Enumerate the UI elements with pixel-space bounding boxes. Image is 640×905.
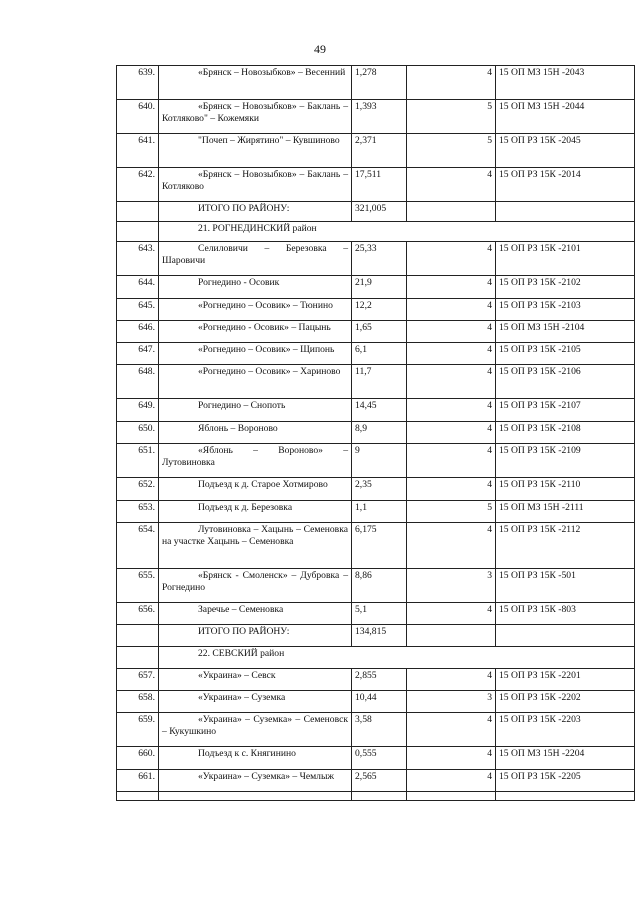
table-row: [117, 747, 635, 770]
table-row: [117, 691, 635, 713]
table-row: [117, 478, 635, 501]
road-name: Яблонь – Вороново: [159, 422, 352, 444]
road-category: 4: [407, 321, 496, 343]
empty-cell: [352, 792, 407, 801]
empty-cell: [496, 792, 635, 801]
row-number: 661.: [117, 770, 159, 792]
empty-cell: [496, 202, 635, 222]
row-number: 643.: [117, 242, 159, 276]
table-row: [117, 299, 635, 321]
road-name: Заречье – Семеновка: [159, 603, 352, 625]
total-length: 321,005: [352, 202, 407, 222]
total-label: ИТОГО ПО РАЙОНУ:: [159, 202, 352, 222]
road-code: 15 ОП МЗ 15Н -2044: [496, 100, 635, 134]
row-number: 645.: [117, 299, 159, 321]
row-number: 644.: [117, 276, 159, 299]
road-code: 15 ОП РЗ 15К -2110: [496, 478, 635, 501]
roads-table-body: [117, 66, 635, 801]
road-name: «Украина» – Суземка» – Семеновск – Кукушкино: [159, 713, 352, 747]
road-code: 15 ОП РЗ 15К -2202: [496, 691, 635, 713]
road-category: 4: [407, 168, 496, 202]
road-code: 15 ОП РЗ 15К -2107: [496, 399, 635, 422]
table-row: [117, 134, 635, 168]
spacer-row: [117, 792, 635, 801]
road-name: «Брянск – Новозыбков» – Баклань – Котляково" – Кожемяки: [159, 100, 352, 134]
road-category: 4: [407, 399, 496, 422]
road-category: 5: [407, 501, 496, 523]
table-row: [117, 399, 635, 422]
road-code: 15 ОП РЗ 15К -2101: [496, 242, 635, 276]
road-category: 5: [407, 134, 496, 168]
road-name: «Брянск – Новозыбков» – Весенний: [159, 66, 352, 100]
road-code: 15 ОП РЗ 15К -2205: [496, 770, 635, 792]
road-category: 4: [407, 299, 496, 321]
table-row: [117, 444, 635, 478]
road-length: 21,9: [352, 276, 407, 299]
road-category: 4: [407, 343, 496, 365]
table-row: [117, 422, 635, 444]
road-category: 4: [407, 478, 496, 501]
road-length: 6,1: [352, 343, 407, 365]
road-name: «Яблонь – Вороново» – Лутовиновка: [159, 444, 352, 478]
table-row: [117, 603, 635, 625]
road-name: Рогнедино – Снопоть: [159, 399, 352, 422]
road-code: 15 ОП РЗ 15К -2103: [496, 299, 635, 321]
district-header-row: [117, 647, 635, 669]
row-number: 648.: [117, 365, 159, 399]
row-number: 641.: [117, 134, 159, 168]
row-number: 651.: [117, 444, 159, 478]
road-category: 4: [407, 747, 496, 770]
row-number: 660.: [117, 747, 159, 770]
road-code: 15 ОП МЗ 15Н -2043: [496, 66, 635, 100]
table-row: [117, 669, 635, 691]
table-row: [117, 66, 635, 100]
road-length: 2,855: [352, 669, 407, 691]
road-length: 14,45: [352, 399, 407, 422]
road-name: Подъезд к д. Старое Хотмирово: [159, 478, 352, 501]
empty-cell: [159, 792, 352, 801]
road-category: 4: [407, 523, 496, 569]
district-header-row: [117, 222, 635, 242]
empty-cell: [117, 202, 159, 222]
road-length: 3,58: [352, 713, 407, 747]
road-length: 11,7: [352, 365, 407, 399]
empty-cell: [407, 792, 496, 801]
district-total-row: [117, 625, 635, 647]
road-code: 15 ОП РЗ 15К -2201: [496, 669, 635, 691]
table-row: [117, 321, 635, 343]
road-category: 3: [407, 691, 496, 713]
row-number: 646.: [117, 321, 159, 343]
road-length: 1,393: [352, 100, 407, 134]
road-length: 25,33: [352, 242, 407, 276]
row-number: 649.: [117, 399, 159, 422]
empty-cell: [496, 625, 635, 647]
road-name: Рогнедино - Осовик: [159, 276, 352, 299]
road-code: 15 ОП РЗ 15К -501: [496, 569, 635, 603]
road-name: Подъезд к с. Княгинино: [159, 747, 352, 770]
table-row: [117, 569, 635, 603]
table-row: [117, 343, 635, 365]
road-category: 4: [407, 603, 496, 625]
district-title: 22. СЕВСКИЙ район: [159, 647, 635, 669]
row-number: 642.: [117, 168, 159, 202]
road-category: 4: [407, 365, 496, 399]
table-row: [117, 523, 635, 569]
road-category: 4: [407, 444, 496, 478]
table-row: [117, 168, 635, 202]
road-name: «Рогнедино – Осовик» – Хариново: [159, 365, 352, 399]
table-row: [117, 100, 635, 134]
road-category: 4: [407, 66, 496, 100]
row-number: 655.: [117, 569, 159, 603]
row-number: 656.: [117, 603, 159, 625]
road-name: Лутовиновка – Хацынь – Семеновка на участке Хацынь – Семеновка: [159, 523, 352, 569]
road-category: 4: [407, 242, 496, 276]
table-row: [117, 501, 635, 523]
total-label: ИТОГО ПО РАЙОНУ:: [159, 625, 352, 647]
road-length: 12,2: [352, 299, 407, 321]
road-code: 15 ОП РЗ 15К -2102: [496, 276, 635, 299]
road-length: 17,511: [352, 168, 407, 202]
road-code: 15 ОП РЗ 15К -2045: [496, 134, 635, 168]
road-length: 0,555: [352, 747, 407, 770]
road-category: 4: [407, 422, 496, 444]
road-category: 4: [407, 713, 496, 747]
table-row: [117, 713, 635, 747]
road-length: 1,1: [352, 501, 407, 523]
row-number: 653.: [117, 501, 159, 523]
road-name: Подъезд к д. Березовка: [159, 501, 352, 523]
road-category: 4: [407, 770, 496, 792]
empty-cell: [407, 202, 496, 222]
row-number: 650.: [117, 422, 159, 444]
road-length: 8,86: [352, 569, 407, 603]
row-number: 640.: [117, 100, 159, 134]
row-number: 659.: [117, 713, 159, 747]
road-length: 2,35: [352, 478, 407, 501]
row-number: 657.: [117, 669, 159, 691]
road-code: 15 ОП РЗ 15К -2109: [496, 444, 635, 478]
road-name: «Украина» – Суземка: [159, 691, 352, 713]
roads-table: [116, 65, 635, 801]
road-code: 15 ОП МЗ 15Н -2204: [496, 747, 635, 770]
road-name: «Брянск - Смоленск» – Дубровка – Рогнедино: [159, 569, 352, 603]
row-number: 658.: [117, 691, 159, 713]
road-code: 15 ОП РЗ 15К -2106: [496, 365, 635, 399]
road-length: 2,371: [352, 134, 407, 168]
road-code: 15 ОП МЗ 15Н -2111: [496, 501, 635, 523]
road-name: Селиловичи – Березовка – Шаровичи: [159, 242, 352, 276]
road-length: 2,565: [352, 770, 407, 792]
road-name: «Рогнедино – Осовик» – Щипонь: [159, 343, 352, 365]
empty-cell: [117, 625, 159, 647]
road-code: 15 ОП РЗ 15К -803: [496, 603, 635, 625]
road-code: 15 ОП РЗ 15К -2014: [496, 168, 635, 202]
district-title: 21. РОГНЕДИНСКИЙ район: [159, 222, 635, 242]
empty-cell: [117, 792, 159, 801]
empty-cell: [117, 222, 159, 242]
road-length: 1,65: [352, 321, 407, 343]
road-length: 10,44: [352, 691, 407, 713]
road-length: 5,1: [352, 603, 407, 625]
empty-cell: [117, 647, 159, 669]
table-row: [117, 276, 635, 299]
road-length: 9: [352, 444, 407, 478]
road-name: «Рогнедино - Осовик» – Пацынь: [159, 321, 352, 343]
row-number: 647.: [117, 343, 159, 365]
table-row: [117, 365, 635, 399]
road-length: 1,278: [352, 66, 407, 100]
road-length: 8,9: [352, 422, 407, 444]
road-name: «Украина» – Суземка» – Чемлыж: [159, 770, 352, 792]
district-total-row: [117, 202, 635, 222]
road-length: 6,175: [352, 523, 407, 569]
table-row: [117, 770, 635, 792]
road-category: 4: [407, 276, 496, 299]
road-code: 15 ОП РЗ 15К -2112: [496, 523, 635, 569]
row-number: 639.: [117, 66, 159, 100]
total-length: 134,815: [352, 625, 407, 647]
road-name: «Брянск – Новозыбков» – Баклань – Котляково: [159, 168, 352, 202]
road-category: 4: [407, 669, 496, 691]
road-code: 15 ОП МЗ 15Н -2104: [496, 321, 635, 343]
road-category: 5: [407, 100, 496, 134]
road-code: 15 ОП РЗ 15К -2203: [496, 713, 635, 747]
road-name: «Украина» – Севск: [159, 669, 352, 691]
empty-cell: [407, 625, 496, 647]
road-name: "Почеп – Жирятино" – Кувшиново: [159, 134, 352, 168]
row-number: 652.: [117, 478, 159, 501]
table-row: [117, 242, 635, 276]
road-category: 3: [407, 569, 496, 603]
road-code: 15 ОП РЗ 15К -2108: [496, 422, 635, 444]
page-number: 49: [314, 42, 326, 56]
road-name: «Рогнедино – Осовик» – Тюнино: [159, 299, 352, 321]
road-code: 15 ОП РЗ 15К -2105: [496, 343, 635, 365]
row-number: 654.: [117, 523, 159, 569]
